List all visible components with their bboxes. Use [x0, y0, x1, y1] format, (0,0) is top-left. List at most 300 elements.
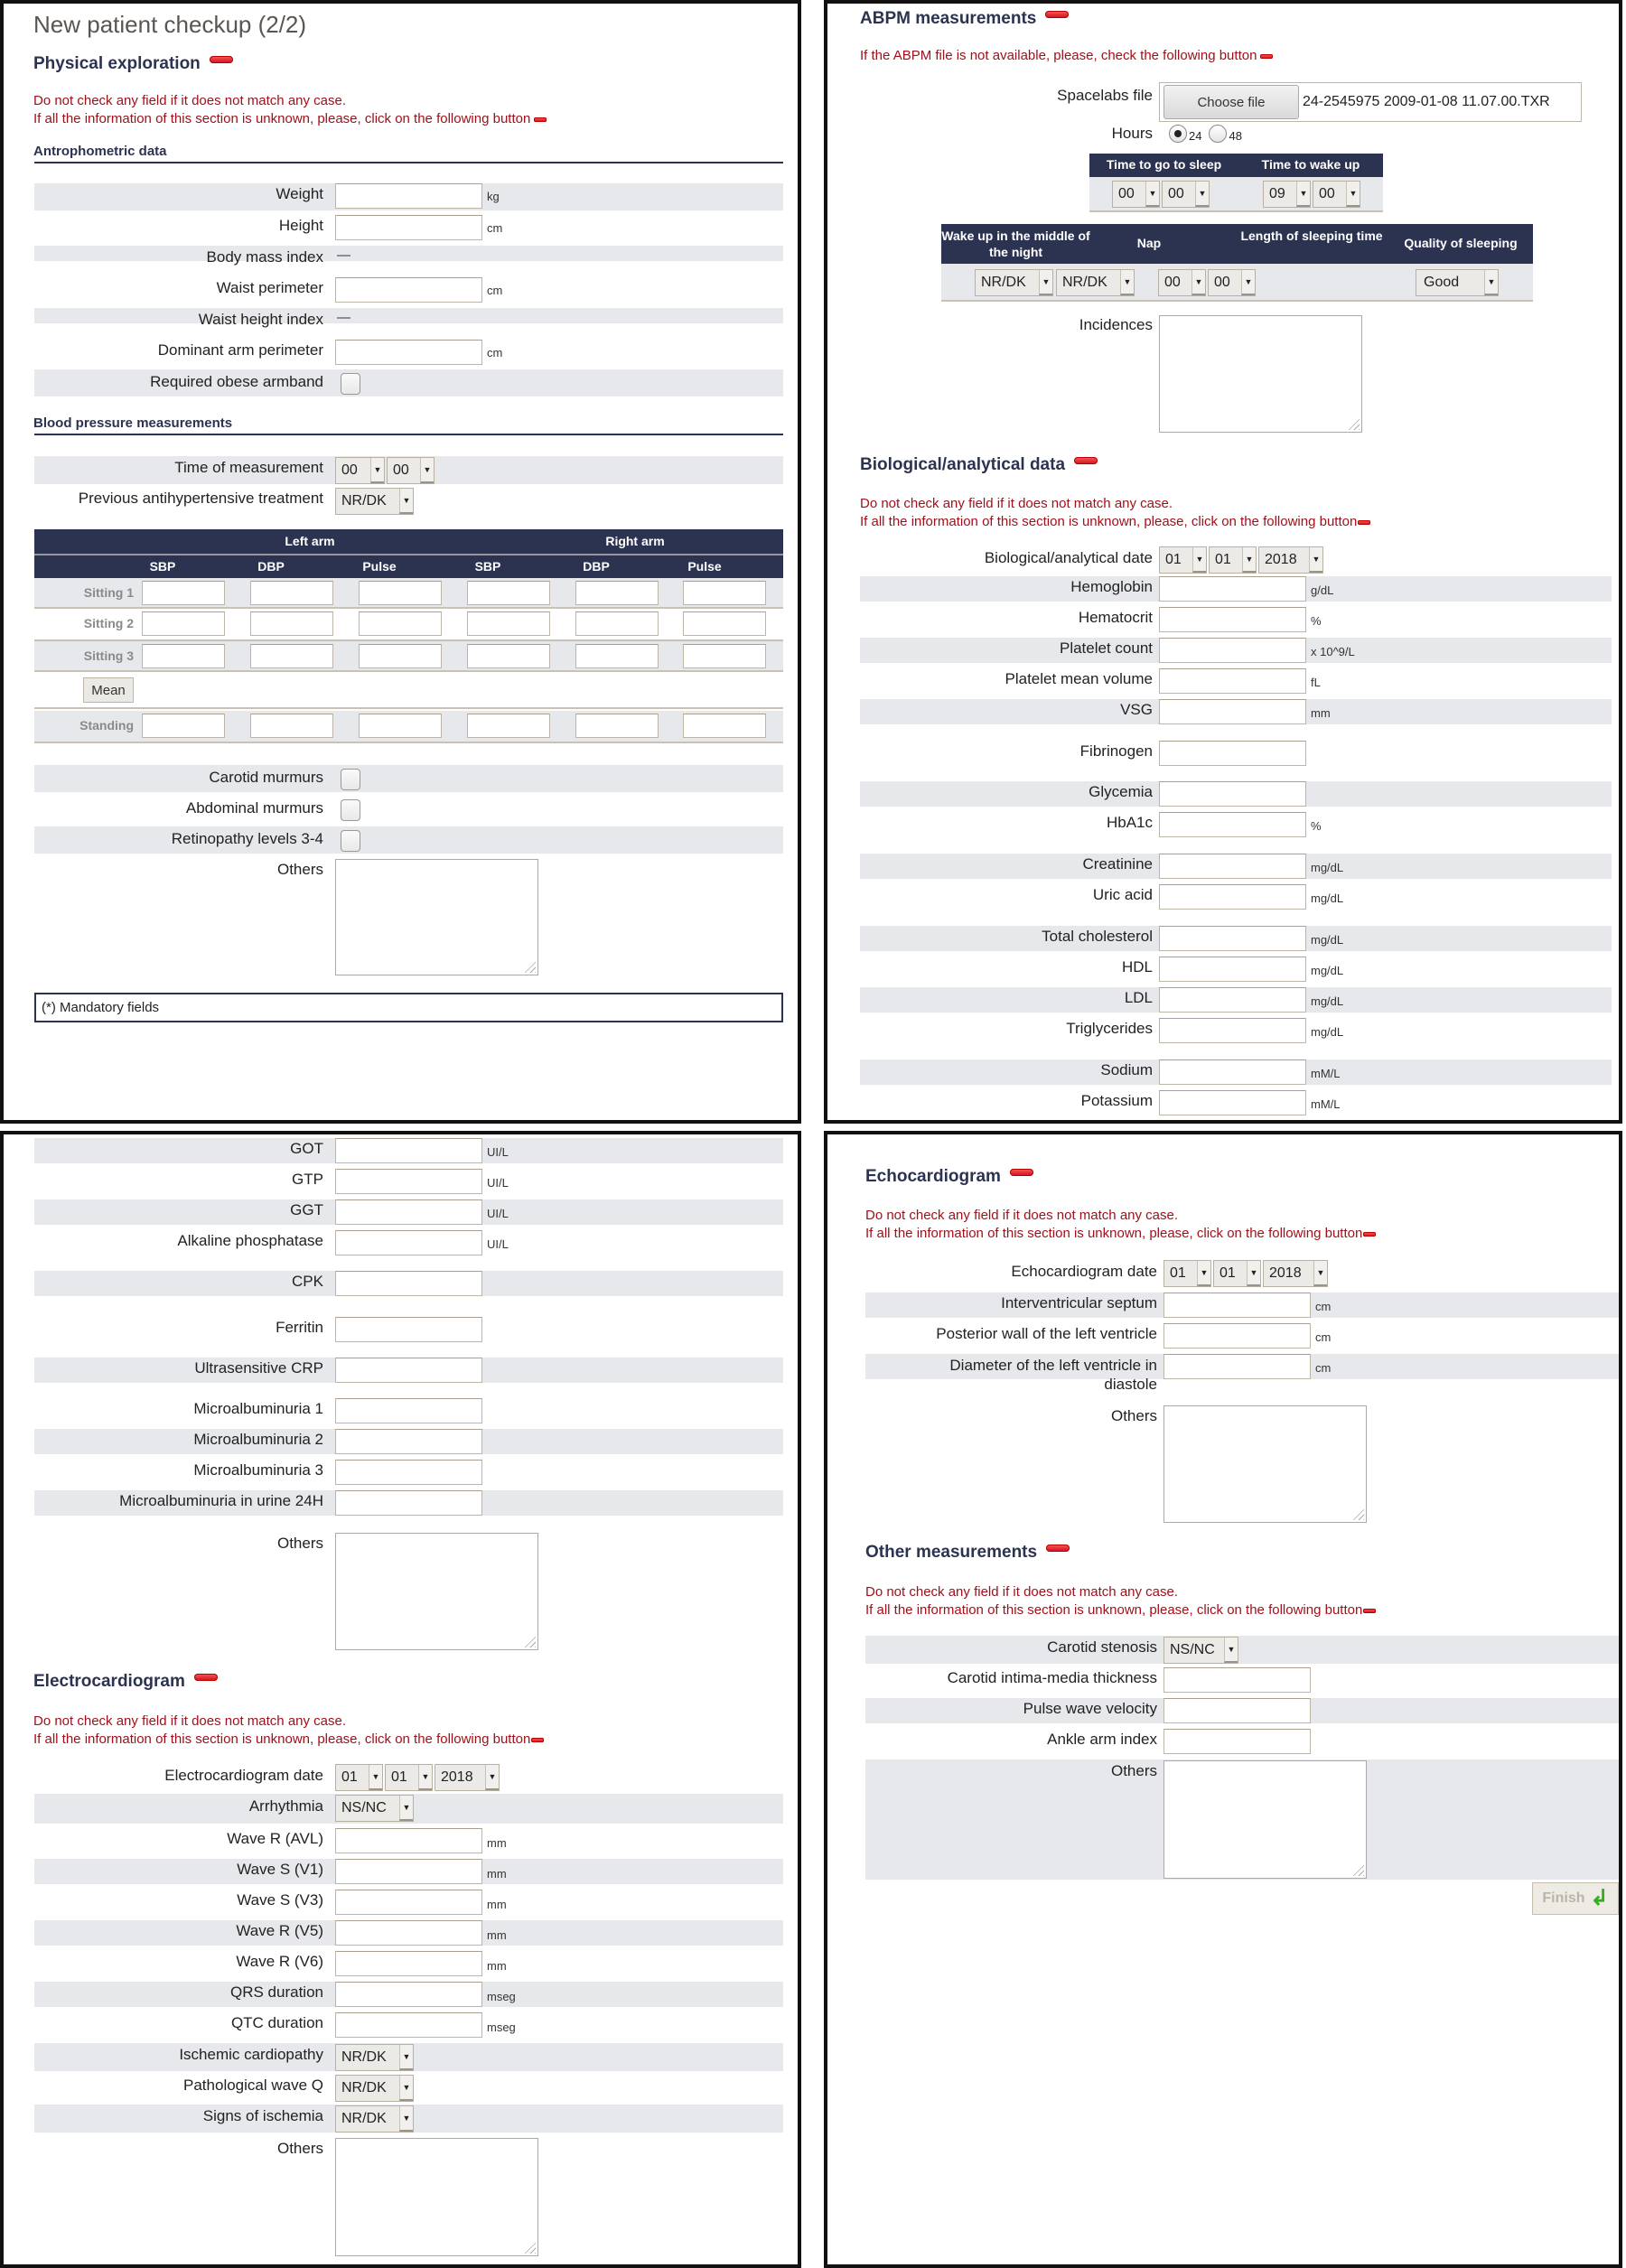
bp-input[interactable]: [467, 714, 550, 738]
waist-label: Waist perimeter: [216, 279, 323, 296]
bio-field-label: Microalbuminuria 2: [193, 1431, 323, 1448]
minus-icon[interactable]: [1358, 520, 1370, 525]
height-label: Height: [278, 217, 323, 234]
ecg-date-label: Electrocardiogram date: [164, 1767, 323, 1784]
hours-radio-48[interactable]: [1209, 125, 1227, 143]
select-value: 00: [1168, 186, 1184, 201]
armband-label: Required obese armband: [150, 373, 323, 390]
warning-line-1: Do not check any field if it does not match any case.: [33, 1713, 347, 1729]
ecg-field-input[interactable]: [335, 1828, 482, 1853]
prev-treatment-select[interactable]: [335, 488, 414, 515]
ecg-select[interactable]: [335, 2105, 414, 2133]
ecg-field-unit: mm: [487, 1959, 507, 1973]
ecg-field-unit: mseg: [487, 1990, 516, 2003]
ecg-field-label: Wave R (V6): [236, 1953, 323, 1970]
bio-field-input[interactable]: [335, 1460, 482, 1485]
ecg-field-input[interactable]: [335, 1890, 482, 1915]
bio-field-label: Creatinine: [1082, 855, 1153, 873]
bio-field-input[interactable]: [335, 1490, 482, 1516]
chevron-down-icon: ▼: [1309, 547, 1322, 573]
bp-input[interactable]: [683, 581, 766, 605]
divider: [34, 742, 783, 743]
echo-unit: cm: [1315, 1300, 1332, 1313]
bp-input[interactable]: [575, 644, 659, 668]
ecg-field-input[interactable]: [335, 1982, 482, 2007]
other-others-label: Others: [1110, 1762, 1157, 1779]
bp-input[interactable]: [467, 644, 550, 668]
ecg-others-textarea[interactable]: [335, 2138, 538, 2256]
divider: [34, 707, 783, 709]
others-textarea[interactable]: [335, 859, 538, 975]
chevron-down-icon: ▼: [1242, 547, 1256, 573]
file-label: Spacelabs file: [1057, 87, 1153, 104]
minus-icon[interactable]: [194, 1674, 218, 1681]
chevron-down-icon: ▼: [399, 2106, 413, 2132]
whi-label: Waist height index: [198, 311, 323, 328]
bio-field-label: Total cholesterol: [1042, 928, 1153, 945]
posterior-wall-input[interactable]: [1163, 1323, 1311, 1349]
select-value: 09: [1269, 186, 1285, 201]
bio-field-input[interactable]: [335, 1230, 482, 1255]
ecg-field-input[interactable]: [335, 1859, 482, 1884]
warning-text: [33, 92, 547, 128]
select-value: NR/DK: [1062, 275, 1107, 290]
chevron-down-icon: ▼: [1145, 182, 1159, 207]
bio-year-select[interactable]: [1258, 546, 1323, 574]
intima-media-input[interactable]: [1163, 1667, 1311, 1693]
ecg-month-select[interactable]: [385, 1764, 433, 1791]
arm-input[interactable]: [335, 340, 482, 365]
select-value: 01: [1165, 552, 1182, 567]
radio-label: 48: [1229, 129, 1242, 143]
chevron-down-icon: ▼: [1039, 270, 1052, 295]
bio-day-select[interactable]: [1159, 546, 1207, 574]
bio-field-label: LDL: [1124, 989, 1153, 1006]
bio-field-unit: mg/dL: [1311, 933, 1344, 947]
group-right-arm: Right arm: [605, 534, 665, 548]
bio-field-label: Sodium: [1100, 1061, 1153, 1078]
select-value: 00: [1164, 275, 1181, 290]
bmi-label: Body mass index: [206, 248, 323, 266]
arrhythmia-label: Arrhythmia: [248, 1797, 323, 1815]
bio-field-input[interactable]: [1159, 781, 1306, 807]
bp-input[interactable]: [359, 714, 442, 738]
section-title-text: Physical exploration: [33, 54, 201, 73]
other-field-label: Ankle arm index: [1047, 1731, 1157, 1748]
bio-field-label: HDL: [1121, 958, 1153, 975]
minus-icon[interactable]: [1010, 1169, 1033, 1176]
bio-field-label: Ferritin: [276, 1319, 323, 1336]
bp-input[interactable]: [575, 581, 659, 605]
physical-exploration-panel: [0, 0, 801, 1124]
bio-field-input[interactable]: [1159, 812, 1306, 837]
wake-hour-select[interactable]: [1263, 181, 1311, 208]
section-title-text: Electrocardiogram: [33, 1672, 185, 1691]
weight-input[interactable]: [335, 183, 482, 209]
bio-field-input[interactable]: [1159, 699, 1306, 724]
chevron-down-icon: ▼: [1484, 270, 1498, 295]
others-label: Others: [276, 861, 323, 878]
bio-field-unit: fL: [1311, 676, 1321, 689]
arm-label: Dominant arm perimeter: [157, 341, 323, 359]
abdominal-label: Abdominal murmurs: [185, 799, 323, 817]
prev-treatment-label: Previous antihypertensive treatment: [78, 490, 323, 507]
bp-input[interactable]: [575, 611, 659, 636]
echo-date-label: Echocardiogram date: [1011, 1263, 1157, 1280]
bio-date-label: Biological/analytical date: [984, 549, 1153, 566]
bp-input[interactable]: [359, 581, 442, 605]
bio-field-input[interactable]: [335, 1169, 482, 1194]
section-title-text: ABPM measurements: [860, 9, 1037, 28]
ecg-field-label: Wave R (AVL): [227, 1830, 323, 1847]
minus-icon[interactable]: [534, 117, 547, 122]
ecg-field-unit: mm: [487, 1867, 507, 1881]
bp-table-column-header: [34, 555, 783, 578]
ecg-day-select[interactable]: [335, 1764, 383, 1791]
bio-field-label: Hemoglobin: [1070, 578, 1153, 595]
chevron-down-icon: ▼: [1241, 270, 1255, 295]
warning-line-1: Do not check any field if it does not match any case.: [33, 93, 347, 108]
bp-input[interactable]: [683, 714, 766, 738]
bio-field-input[interactable]: [1159, 668, 1306, 694]
minus-icon[interactable]: [1260, 54, 1273, 59]
bio-ecg-panel: [0, 1131, 801, 2268]
col-length: Length of sleeping time: [1240, 229, 1383, 243]
bio-field-label: Platelet count: [1059, 639, 1153, 657]
finish-label: Finish: [1542, 1890, 1585, 1906]
section-title-bio: [860, 455, 1098, 475]
minus-icon[interactable]: [1363, 1609, 1376, 1613]
ecg-field-label: Wave S (V1): [237, 1861, 323, 1878]
ecg-others-label: Others: [276, 2140, 323, 2157]
chevron-down-icon: ▼: [399, 2076, 413, 2101]
select-value: 01: [1215, 552, 1231, 567]
sleep-table-header: [1089, 154, 1383, 177]
bio-field-input[interactable]: [335, 1317, 482, 1342]
bio-field-label: GTP: [292, 1171, 323, 1188]
select-value: NS/NC: [341, 1800, 387, 1815]
echo-others-textarea[interactable]: [1163, 1405, 1367, 1523]
carotid-label: Carotid murmurs: [209, 769, 323, 786]
bio-field-unit: %: [1311, 819, 1322, 833]
echo-month-select[interactable]: [1213, 1260, 1261, 1287]
page-title: New patient checkup (2/2): [33, 11, 307, 38]
nap-select[interactable]: [1056, 269, 1135, 296]
select-value: NR/DK: [341, 2080, 387, 2095]
minus-icon[interactable]: [1363, 1232, 1376, 1237]
section-title-text: Biological/analytical data: [860, 455, 1066, 474]
bio-field-input[interactable]: [1159, 884, 1306, 910]
bio-field-unit: mg/dL: [1311, 891, 1344, 905]
mean-button[interactable]: Mean: [83, 677, 134, 703]
col-pulse: Pulse: [362, 559, 397, 574]
other-field-label: Pulse wave velocity: [1023, 1700, 1157, 1717]
ecg-year-select[interactable]: [435, 1764, 500, 1791]
warning-line-1: Do not check any field if it does not match any case.: [865, 1208, 1179, 1223]
chevron-down-icon: ▼: [1346, 182, 1360, 207]
echo-unit: cm: [1315, 1330, 1332, 1344]
bio-field-input[interactable]: [1159, 741, 1306, 766]
chevron-down-icon: ▼: [399, 2045, 413, 2070]
carotid-stenosis-label: Carotid stenosis: [1047, 1638, 1157, 1656]
chevron-down-icon: ▼: [399, 489, 413, 514]
bp-input[interactable]: [250, 714, 333, 738]
finish-button[interactable]: [1532, 1882, 1619, 1915]
bp-input[interactable]: [467, 611, 550, 636]
warning-text: If the ABPM file is not available, please, check the following button: [860, 48, 1257, 63]
bio-field-input[interactable]: [1159, 957, 1306, 982]
carotid-stenosis-select[interactable]: [1163, 1637, 1238, 1664]
ecg-field-label: Wave R (V5): [236, 1922, 323, 1939]
col-wake-night: Wake up in the middle of the night: [941, 229, 1090, 259]
select-value: 2018: [441, 1769, 473, 1785]
warning-line-2: If all the information of this section is unknown, please, click on the following button: [865, 1226, 1363, 1241]
group-left-arm: Left arm: [285, 534, 335, 548]
weight-unit: kg: [487, 190, 500, 203]
bio-others-textarea[interactable]: [335, 1533, 538, 1650]
warning-line-1: Do not check any field if it does not match any case.: [860, 496, 1173, 511]
bio-field-input[interactable]: [335, 1358, 482, 1383]
waist-input[interactable]: [335, 277, 482, 303]
bio-field-label: Microalbuminuria in urine 24H: [119, 1492, 323, 1509]
select-value: NR/DK: [341, 2049, 387, 2065]
chevron-down-icon: ▼: [399, 1796, 413, 1821]
select-value: Good: [1424, 275, 1460, 290]
section-title-echo: [865, 1167, 1033, 1187]
col-dbp: DBP: [583, 559, 610, 574]
choose-file-button[interactable]: Choose file: [1163, 85, 1299, 119]
bio-field-unit: mg/dL: [1311, 861, 1344, 874]
minus-icon[interactable]: [210, 56, 233, 63]
select-value: 01: [1170, 1265, 1186, 1281]
echo-others-label: Others: [1110, 1407, 1157, 1424]
warning-line-1: Do not check any field if it does not match any case.: [865, 1584, 1179, 1600]
height-input[interactable]: [335, 215, 482, 240]
bp-input[interactable]: [142, 714, 225, 738]
bio-field-input[interactable]: [1159, 576, 1306, 602]
bio-field-unit: mg/dL: [1311, 964, 1344, 977]
ankle-arm-input[interactable]: [1163, 1729, 1311, 1754]
select-value: 01: [391, 1769, 407, 1785]
bmi-value: —: [337, 247, 350, 263]
section-title-text: Other measurements: [865, 1543, 1038, 1562]
bio-field-input[interactable]: [335, 1398, 482, 1423]
bp-input[interactable]: [250, 581, 333, 605]
echo-unit: cm: [1315, 1361, 1332, 1375]
armband-checkbox[interactable]: [341, 373, 360, 395]
divider: [34, 162, 783, 163]
bio-field-unit: mM/L: [1311, 1067, 1341, 1080]
arm-unit: cm: [487, 346, 503, 359]
bio-field-label: Alkaline phosphatase: [177, 1232, 323, 1249]
echo-field-label: Posterior wall of the left ventricle: [936, 1325, 1157, 1342]
ecg-select-label: Pathological wave Q: [183, 2077, 323, 2094]
ecg-field-unit: mm: [487, 1836, 507, 1850]
chevron-down-icon: ▼: [1296, 182, 1310, 207]
enter-arrow-icon: ↲: [1590, 1886, 1609, 1910]
col-sbp: SBP: [149, 559, 176, 574]
bio-field-input[interactable]: [1159, 638, 1306, 663]
incidences-textarea[interactable]: [1159, 315, 1362, 433]
warning-line-2: If all the information of this section is unknown, please, click on the following button: [33, 1731, 531, 1747]
chevron-down-icon: ▼: [1197, 1261, 1210, 1286]
section-title-physical: [33, 54, 233, 74]
ecg-field-unit: mm: [487, 1928, 507, 1942]
bio-field-input[interactable]: [335, 1138, 482, 1163]
echo-warning: [865, 1207, 1376, 1243]
abpm-warning: [860, 47, 1273, 65]
ecg-field-label: QTC duration: [230, 2014, 323, 2031]
select-value: 00: [341, 462, 358, 478]
chevron-down-icon: ▼: [1192, 547, 1206, 573]
retinopathy-checkbox[interactable]: [341, 830, 360, 852]
bio-field-input[interactable]: [1159, 854, 1306, 879]
abpm-biological-panel: [824, 0, 1622, 1124]
select-value: 01: [1220, 1265, 1236, 1281]
hours-radio-group: [1169, 125, 1242, 143]
bio-field-label: CPK: [292, 1273, 323, 1290]
select-value: 2018: [1265, 552, 1297, 567]
select-value: NR/DK: [341, 493, 387, 509]
minus-icon[interactable]: [1074, 457, 1098, 464]
chevron-down-icon: ▼: [1313, 1261, 1327, 1286]
pulse-wave-input[interactable]: [1163, 1698, 1311, 1723]
quality-select[interactable]: [1416, 269, 1499, 296]
ecg-select[interactable]: [335, 2075, 414, 2102]
warning-line-2: If all the information of this section is unknown, please, click on the following button: [860, 514, 1358, 529]
ecg-field-input[interactable]: [335, 2012, 482, 2038]
septum-input[interactable]: [1163, 1293, 1311, 1318]
col-wake-up: Time to wake up: [1261, 157, 1360, 172]
echo-field-label: Diameter of the left ventricle in diastole: [949, 1357, 1157, 1393]
chevron-down-icon: ▼: [1224, 1638, 1238, 1663]
hours-label: Hours: [1111, 125, 1153, 142]
bio-field-label: Glycemia: [1089, 783, 1153, 800]
bio-field-label: GGT: [290, 1201, 323, 1218]
bio-field-input[interactable]: [1159, 1018, 1306, 1043]
bio-field-input[interactable]: [1159, 607, 1306, 632]
bio-field-unit: g/dL: [1311, 583, 1334, 597]
bio-field-label: Microalbuminuria 1: [193, 1400, 323, 1417]
diameter-input[interactable]: [1163, 1354, 1311, 1379]
bio-field-input[interactable]: [335, 1271, 482, 1296]
sleep-minute-select[interactable]: [1162, 181, 1210, 208]
bp-input[interactable]: [359, 644, 442, 668]
warning-line-2: If all the information of this section is unknown, please, click on the following button: [865, 1602, 1363, 1618]
weight-label: Weight: [276, 185, 323, 202]
bp-input[interactable]: [142, 644, 225, 668]
bio-field-input[interactable]: [1159, 1090, 1306, 1115]
select-value: 00: [1319, 186, 1335, 201]
waist-unit: cm: [487, 284, 503, 297]
minus-icon[interactable]: [1046, 1545, 1070, 1552]
time-minute-select[interactable]: [387, 457, 435, 484]
bp-input[interactable]: [359, 611, 442, 636]
minus-icon[interactable]: [1045, 11, 1069, 18]
bio-field-input[interactable]: [1159, 926, 1306, 951]
wake-night-select[interactable]: [975, 269, 1053, 296]
bio-month-select[interactable]: [1209, 546, 1257, 574]
length-hour-select[interactable]: [1158, 269, 1206, 296]
bio-field-unit: x 10^9/L: [1311, 645, 1355, 658]
bio-warning: [860, 495, 1370, 531]
sleep-quality-header: [941, 224, 1533, 264]
other-others-textarea[interactable]: [1163, 1760, 1367, 1879]
bp-input[interactable]: [142, 611, 225, 636]
bp-row-label: Sitting 2: [83, 616, 134, 630]
bp-input[interactable]: [250, 644, 333, 668]
length-minute-select[interactable]: [1208, 269, 1256, 296]
echo-year-select[interactable]: [1263, 1260, 1328, 1287]
hours-radio-24[interactable]: [1169, 125, 1187, 143]
chevron-down-icon: ▼: [1191, 270, 1205, 295]
arrhythmia-select[interactable]: [335, 1795, 414, 1822]
bio-field-input[interactable]: [1159, 987, 1306, 1013]
bio-field-unit: UI/L: [487, 1207, 509, 1220]
carotid-checkbox[interactable]: [341, 769, 360, 790]
ecg-warning: [33, 1713, 544, 1749]
ecg-select[interactable]: [335, 2044, 414, 2071]
ecg-field-label: Wave S (V3): [237, 1891, 323, 1909]
section-title-other: [865, 1543, 1070, 1563]
select-value: 01: [341, 1769, 358, 1785]
bio-field-unit: mg/dL: [1311, 1025, 1344, 1039]
subsection-title-antro: Antrophometric data: [33, 144, 167, 159]
bio-field-label: Uric acid: [1092, 886, 1153, 903]
bp-table-group-header: [34, 529, 783, 554]
sleep-hour-select[interactable]: [1112, 181, 1160, 208]
file-name: 24-2545975 2009-01-08 11.07.00.TXR: [1303, 94, 1550, 109]
bio-field-label: Potassium: [1080, 1092, 1153, 1109]
select-value: 2018: [1269, 1265, 1302, 1281]
ecg-field-input[interactable]: [335, 1920, 482, 1946]
bio-field-input[interactable]: [335, 1199, 482, 1225]
echo-day-select[interactable]: [1163, 1260, 1211, 1287]
retinopathy-label: Retinopathy levels 3-4: [171, 830, 323, 847]
select-value: NS/NC: [1170, 1642, 1215, 1657]
bio-field-input[interactable]: [335, 1429, 482, 1454]
ecg-field-input[interactable]: [335, 1951, 482, 1976]
mandatory-fields-note: [34, 993, 783, 1022]
bp-input[interactable]: [683, 611, 766, 636]
bp-input[interactable]: [683, 644, 766, 668]
select-value: 00: [393, 462, 409, 478]
minus-icon[interactable]: [531, 1738, 544, 1742]
divider: [34, 434, 783, 435]
bp-input[interactable]: [142, 581, 225, 605]
abdominal-checkbox[interactable]: [341, 799, 360, 821]
ecg-field-unit: mseg: [487, 2021, 516, 2034]
echo-other-panel: [824, 1131, 1622, 2268]
bp-input[interactable]: [575, 714, 659, 738]
bp-input[interactable]: [250, 611, 333, 636]
time-label: Time of measurement: [174, 459, 323, 476]
wake-minute-select[interactable]: [1313, 181, 1360, 208]
divider: [34, 670, 783, 672]
col-dbp: DBP: [257, 559, 285, 574]
bio-field-input[interactable]: [1159, 1059, 1306, 1085]
bio-field-unit: %: [1311, 614, 1322, 628]
bp-input[interactable]: [467, 581, 550, 605]
section-title-abpm: [860, 9, 1069, 29]
ecg-select-label: Signs of ischemia: [202, 2107, 323, 2124]
other-warning: [865, 1583, 1376, 1619]
time-hour-select[interactable]: [335, 457, 385, 484]
chevron-down-icon: ▼: [1195, 182, 1209, 207]
file-input[interactable]: [1159, 82, 1582, 122]
chevron-down-icon: ▼: [1247, 1261, 1260, 1286]
chevron-down-icon: ▼: [370, 458, 384, 483]
